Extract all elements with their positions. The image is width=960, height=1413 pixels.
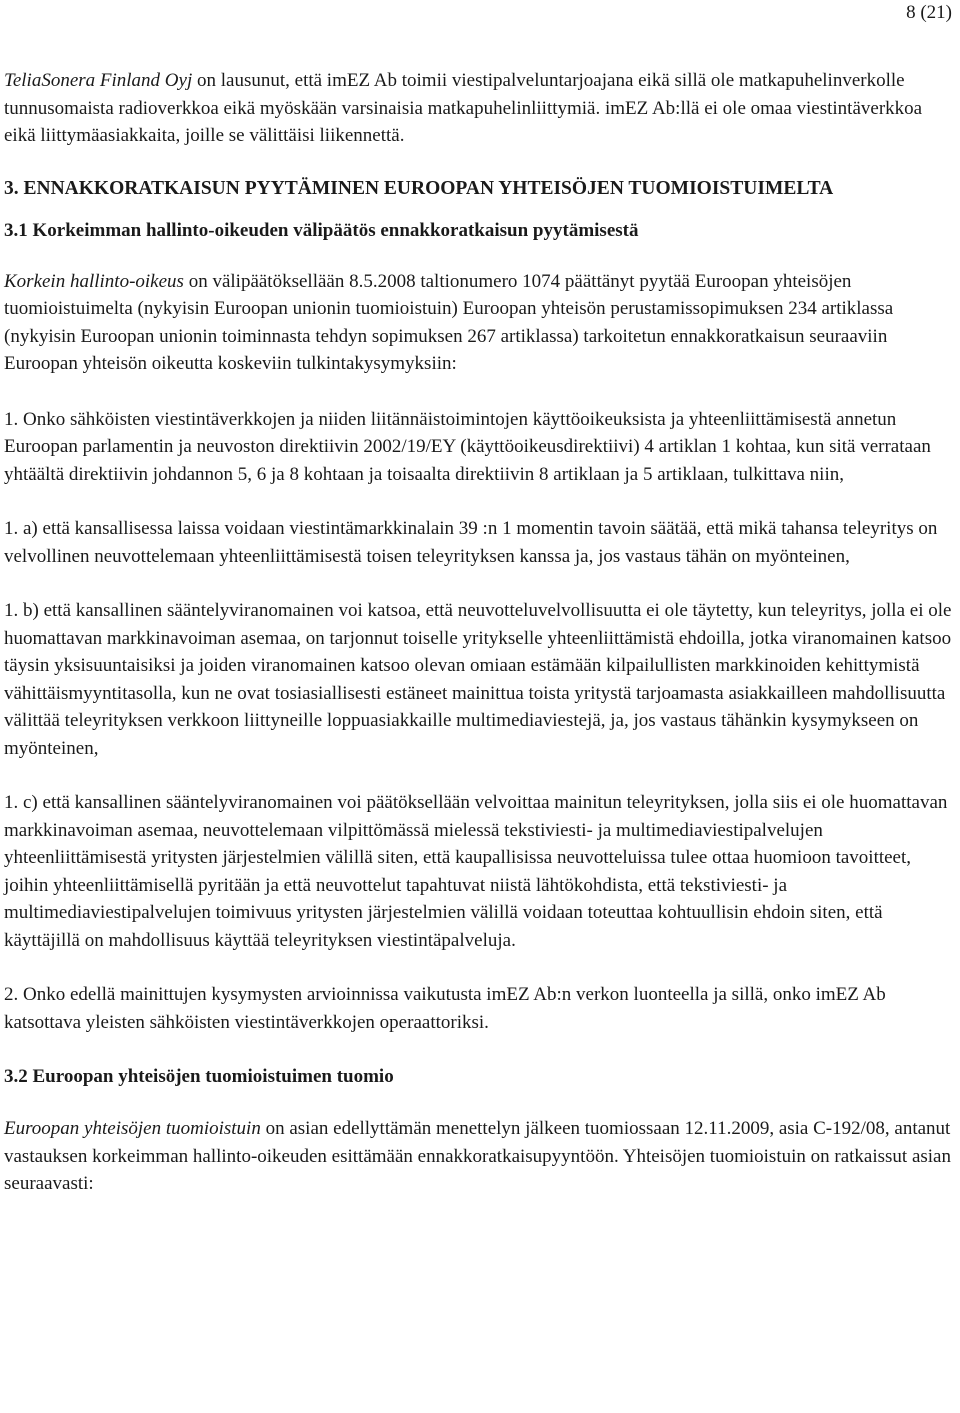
question-1b: 1. b) että kansallinen sääntelyviranomainen voi katsoa, että neuvotteluvelvollisuutta ei ole täytetty, kun teleyritys, jolla ei ole huomattavan markkinavoiman asemaa, on tarjonnut toiselle yritykselle yhteenliittämistä ehdoilla, jotka viranomainen katsoo täysin yksisuuntaisiksi ja joiden viranomainen katsoo olevan omiaan estämään kilpailullisten markkinoiden kehittymistä vähittäismyyntitasolla, kun ne ovat tosiasiallisesti estäneet mainittua toista yritystä tarjoamasta asiakkailleen mahdollisuutta välittää teleyrityksen verkkoon liittyneille loppuasiakkaille multimediaviestejä, ja, jos vastaus tähänkin kysymykseen on myönteinen, [4, 600, 952, 759]
section-3-heading: 3. ENNAKKORATKAISUN PYYTÄMINEN EUROOPAN YHTEISÖJEN TUOMIOISTUIMELTA [4, 177, 834, 199]
document-body [4, 67, 954, 1225]
section-3-2-heading: 3.2 Euroopan yhteisöjen tuomioistuimen tuomio [4, 1066, 394, 1087]
court-name: Korkein hallinto-oikeus [4, 270, 184, 292]
judgment-court-name: Euroopan yhteisöjen tuomioistuin [4, 1118, 261, 1139]
court-paragraph [4, 268, 954, 378]
court-text: on välipäätöksellään 8.5.2008 taltionumero 1074 päättänyt pyytää Euroopan yhteisöjen tuomioistuimelta (nykyisin Euroopan unionin tuomioistuin) Euroopan yhteisön perustamissopimuksen 234 artiklassa (nykyisin Euroopan unionin toiminnasta tehdyn sopimuksen 267 artiklassa) tarkoitetun ennakkoratkaisun seuraaviin Euroopan yhteisön oikeutta koskeviin tulkintakysymyksiin: [4, 270, 894, 374]
question-1: 1. Onko sähköisten viestintäverkkojen ja niiden liitännäistoimintojen käyttöoikeuksista ja yhteenliittämisestä annetun Euroopan parlamentin ja neuvoston direktiivin 2002/19/EY (käyttöoikeusdirektiivi) 4 artiklan 1 kohtaa, kun sitä verrataan yhtäältä direktiivin johdannon 5, 6 ja 8 kohtaan ja toisaalta direktiivin 8 artiklaan ja 5 artiklaan, tulkittava niin, [4, 408, 931, 485]
section-3-1-heading: 3.1 Korkeimman hallinto-oikeuden välipäätös ennakkoratkaisun pyytämisestä [4, 219, 639, 241]
intro-paragraph [4, 67, 954, 150]
judgment-text: on asian edellyttämän menettelyn jälkeen tuomiossaan 12.11.2009, asia C-192/08, antanut vastauksen korkeimman hallinto-oikeuden esittämään ennakkoratkaisupyyntöön. Yhteisöjen tuomioistuin on ratkaissut asian seuraavasti: [4, 1118, 951, 1194]
question-1a: 1. a) että kansallisessa laissa voidaan viestintämarkkinalain 39 :n 1 momentin tavoin säätää, että mikä tahansa teleyritys on velvollinen neuvottelemaan yhteenliittämisestä toisen teleyrityksen kanssa ja, jos vastaus tähän on myönteinen, [4, 518, 938, 567]
question-1c: 1. c) että kansallinen sääntelyviranomainen voi päätöksellään velvoittaa mainitun teleyrityksen, jolla siis ei ole huomattavan markkinavoiman asemaa, neuvottelemaan vilpittömässä mielessä tekstiviesti- ja multimediaviestipalvelujen yhteenliittämisestä yritysten järjestelmien välillä siten, että kaupallisissa neuvotteluissa tulee ottaa huomioon tavoitteet, joihin yhteenliittämisellä pyritään ja että neuvottelut tapahtuvat niistä lähtökohdista, että tekstiviesti- ja multimediaviestipalvelujen toimivuus yritysten järjestelmien välillä voidaan toteuttaa kohtuullisin ehdoin siten, että käyttäjillä on mahdollisuus käyttää teleyrityksen viestintäpalveluja. [4, 792, 948, 951]
entity-name: TeliaSonera Finland Oyj [4, 70, 193, 91]
intro-text: on lausunut, että imEZ Ab toimii viestipalveluntarjoajana eikä sillä ole matkapuhelinverkolle tunnusomaista radioverkkoa eikä myöskään varsinaisia matkapuhelinliittymiä. imEZ Ab:llä ei ole omaa viestintäverkkoa eikä liittymäasiakkaita, joille se välittäisi liikennettä. [4, 70, 923, 146]
page-number: 8 (21) [906, 2, 952, 23]
judgment-paragraph [4, 1115, 954, 1198]
question-2: 2. Onko edellä mainittujen kysymysten arvioinnissa vaikutusta imEZ Ab:n verkon luonteella ja sillä, onko imEZ Ab katsottava yleisten sähköisten viestintäverkkojen operaattoriksi. [4, 984, 886, 1033]
